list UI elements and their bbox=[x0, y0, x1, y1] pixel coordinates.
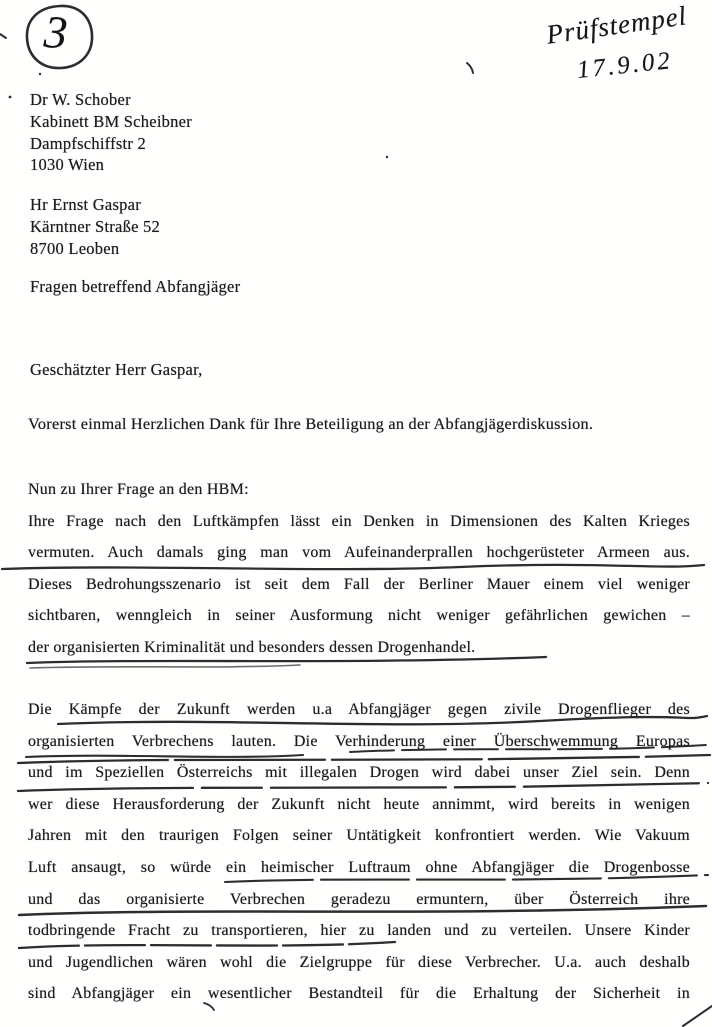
body-line: vermuten. Auch damals ging man vom Aufeinanderprallen hochgerüsteter Armeen aus. bbox=[28, 544, 690, 562]
edge-mark bbox=[0, 34, 6, 38]
body-line: der organisierten Kriminalität und besonders dessen Drogenhandel. bbox=[28, 638, 476, 656]
speck bbox=[386, 156, 388, 158]
paragraph-future-threat bbox=[28, 694, 690, 1010]
body-line: und im Speziellen Österreichs mit illegalen Drogen wird dabei unser Ziel sein. Denn bbox=[28, 764, 690, 782]
body-line: wer diese Herausforderung der Zukunft nicht heute annimmt, wird bereits in wenigen bbox=[28, 795, 690, 813]
recipient-city: 8700 Leoben bbox=[30, 238, 120, 258]
body-line: Luft ansaugt, so würde ein heimischer Luftraum ohne Abfangjäger die Drogenbosse bbox=[28, 858, 690, 876]
handwritten-stamp-note: Prüfstempel bbox=[544, 0, 689, 50]
sender-street: Dampfschiffstr 2 bbox=[30, 133, 146, 153]
sender-city: 1030 Wien bbox=[30, 155, 105, 175]
recipient-name: Hr Ernst Gaspar bbox=[30, 195, 141, 214]
handwritten-page-number: 3 bbox=[42, 5, 70, 59]
recipient-address-block bbox=[30, 194, 160, 259]
paragraph-question-intro bbox=[28, 474, 690, 664]
salutation: Geschätzter Herr Gaspar, bbox=[30, 360, 203, 379]
speck bbox=[9, 96, 12, 99]
body-line: sichtbaren, wenngleich in seiner Ausformung nicht weniger gefährlichen gewichen – bbox=[28, 607, 690, 625]
subject-line: Fragen betreffend Abfangjäger bbox=[30, 277, 241, 296]
recipient-street: Kärntner Straße 52 bbox=[30, 216, 161, 236]
speck bbox=[39, 73, 41, 75]
body-line: und das organisierte Verbrechen geradezu ermuntern, über Österreich ihre bbox=[28, 890, 690, 908]
body-line: Ihre Frage nach den Luftkämpfen lässt ein Denken in Dimensionen des Kalten Krieges bbox=[28, 512, 690, 530]
paragraph-thanks: Vorerst einmal Herzlichen Dank für Ihre Beteiligung an der Abfangjägerdiskussion. bbox=[28, 414, 594, 433]
handwritten-stamp-date: 17.9.02 bbox=[575, 47, 675, 84]
body-line: sind Abfangjäger ein wesentlicher Bestandteil für die Erhaltung der Sicherheit in bbox=[28, 985, 690, 1003]
underline-stroke bbox=[30, 665, 300, 668]
body-line: Jahren mit den traurigen Folgen seiner Untätigkeit konfrontiert werden. Wie Vakuum bbox=[28, 827, 690, 845]
body-line: Nun zu Ihrer Frage an den HBM: bbox=[28, 481, 249, 498]
body-line: und Jugendlichen wären wohl die Zielgruppe für diese Verbrecher. U.a. auch deshalb bbox=[28, 953, 690, 971]
sender-office: Kabinett BM Scheibner bbox=[30, 111, 192, 131]
sender-address-block bbox=[30, 89, 192, 176]
sender-name: Dr W. Schober bbox=[30, 90, 131, 109]
body-line: Die Kämpfe der Zukunft werden u.a Abfangjäger gegen zivile Drogenflieger des bbox=[28, 701, 690, 718]
stray-mark bbox=[467, 63, 473, 73]
body-line: organisierten Verbrechens lauten. Die Verhinderung einer Überschwemmung Europas bbox=[28, 732, 690, 750]
body-line: Dieses Bedrohungsszenario ist seit dem Fall der Berliner Mauer einem viel weniger bbox=[28, 575, 690, 593]
body-line: todbringende Fracht zu transportieren, hier zu landen und zu verteilen. Unsere Kinder bbox=[28, 922, 690, 940]
